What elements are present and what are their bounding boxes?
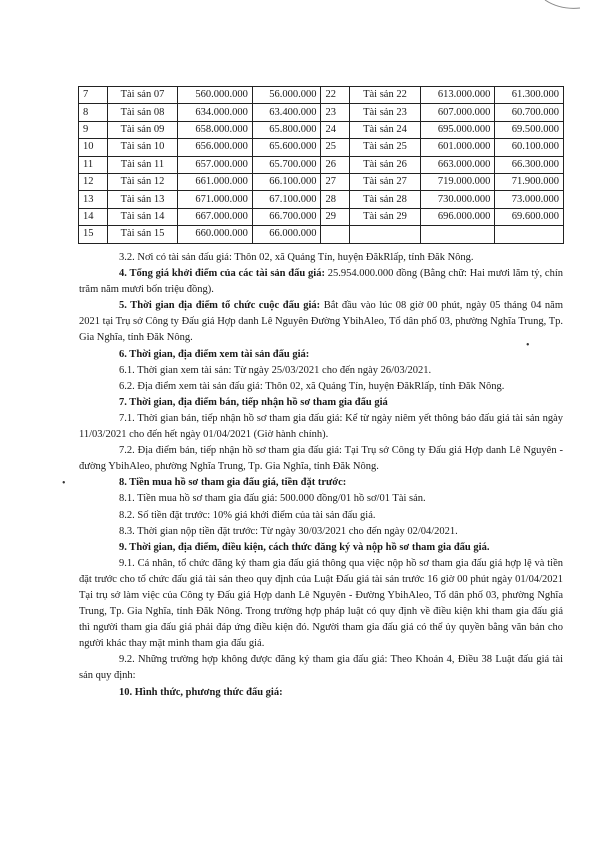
asset-price-table bbox=[78, 86, 564, 244]
paragraph-3-2: 3.2. Nơi có tài sản đấu giá: Thôn 02, xã Quảng Tín, huyện ĐăkRlấp, tỉnh Đăk Nông. bbox=[119, 252, 474, 263]
asset-deposit: 61.300.000 bbox=[495, 87, 564, 104]
asset-no: 7 bbox=[79, 87, 108, 104]
asset-deposit: 60.700.000 bbox=[495, 104, 564, 121]
asset-no: 22 bbox=[321, 87, 350, 104]
section-10-heading: 10. Hình thức, phương thức đấu giá: bbox=[119, 686, 283, 698]
asset-name: Tài sản 27 bbox=[350, 173, 420, 190]
asset-deposit: 66.700.000 bbox=[252, 208, 321, 225]
asset-deposit: 73.000.000 bbox=[495, 191, 564, 208]
asset-deposit: 69.500.000 bbox=[495, 121, 564, 138]
asset-no: 23 bbox=[321, 104, 350, 121]
paragraph-8-3: 8.3. Thời gian nộp tiền đặt trước: Từ ngày 30/03/2021 cho đến ngày 02/04/2021. bbox=[119, 525, 458, 537]
asset-no: 28 bbox=[321, 191, 350, 208]
asset-name: Tài sản 10 bbox=[107, 139, 177, 156]
asset-no: 26 bbox=[321, 156, 350, 173]
table-row bbox=[79, 121, 564, 138]
asset-deposit: 67.100.000 bbox=[252, 191, 321, 208]
asset-no: 12 bbox=[79, 173, 108, 190]
asset-name: Tài sản 25 bbox=[350, 139, 420, 156]
section-4: 4. Tổng giá khởi điểm của các tài sản đấu giá: 25.954.000.000 đồng (Bằng chữ: Hai mươi lăm tỷ, chín trăm năm mươi bốn triệu đồng). bbox=[79, 268, 563, 296]
section-6-heading: 6. Thời gian, địa điểm xem tài sản đấu giá: bbox=[119, 348, 310, 360]
asset-deposit: 66.000.000 bbox=[252, 226, 321, 243]
asset-start-price: 663.000.000 bbox=[420, 156, 495, 173]
asset-start-price: 658.000.000 bbox=[178, 121, 253, 138]
asset-deposit: 56.000.000 bbox=[252, 87, 321, 104]
asset-no: 24 bbox=[321, 121, 350, 138]
asset-start-price: 560.000.000 bbox=[178, 87, 253, 104]
asset-start-price: 613.000.000 bbox=[420, 87, 495, 104]
asset-start-price: 634.000.000 bbox=[178, 104, 253, 121]
paragraph-7-1: 7.1. Thời gian bán, tiếp nhận hồ sơ tham gia đấu giá: Kể từ ngày niêm yết thông báo đấu giá tài sản ngày 11/03/2021 cho đến hết ngày 01/04/2021 (Giờ hành chính). bbox=[79, 412, 563, 441]
asset-deposit: 69.600.000 bbox=[495, 208, 564, 225]
table-row bbox=[79, 104, 564, 121]
asset-start-price: 696.000.000 bbox=[420, 208, 495, 225]
asset-deposit: 65.800.000 bbox=[252, 121, 321, 138]
asset-start-price: 671.000.000 bbox=[178, 191, 253, 208]
asset-deposit: 60.100.000 bbox=[495, 139, 564, 156]
table-row bbox=[79, 139, 564, 156]
asset-deposit: 66.100.000 bbox=[252, 173, 321, 190]
table-row bbox=[79, 226, 564, 243]
asset-start-price: 695.000.000 bbox=[420, 121, 495, 138]
asset-name: Tài sản 07 bbox=[107, 87, 177, 104]
asset-name: Tài sản 23 bbox=[350, 104, 420, 121]
asset-no: 9 bbox=[79, 121, 108, 138]
asset-deposit: 65.700.000 bbox=[252, 156, 321, 173]
paragraph-9-1: 9.1. Cá nhân, tổ chức đăng ký tham gia đấu giá thông qua việc nộp hồ sơ tham gia đấu giá hợp lệ và tiền đặt trước cho tổ chức đấu giá tài sản theo quy định của Luật Đấu giá tài sản trước 16 giờ 00 phút ngày 01/04/2021 Tại trụ sở làm việc của Công ty Đấu giá Hợp danh Lê Nguyên - Đường YbihAleo, Tổ dân phố 03, phường Nghĩa Trung, Tp. Gia Nghĩa, tỉnh Đăk Nông. Trong trường hợp pháp luật có quy định về điều kiện khi tham gia đấu giá thì người tham gia đấu giá phải đáp ứng điều kiện đó. Người tham gia đấu giá có thể ủy quyền bằng văn bản cho người khác thay mặt mình tham gia đấu giá. bbox=[79, 557, 563, 650]
section-9-heading: 9. Thời gian, địa điểm, điều kiện, cách thức đăng ký và nộp hồ sơ tham gia đấu giá. bbox=[119, 541, 490, 553]
asset-no: 15 bbox=[79, 226, 108, 243]
paragraph-8-2: 8.2. Số tiền đặt trước: 10% giá khởi điểm của tài sản đấu giá. bbox=[119, 509, 376, 521]
section-5: 5. Thời gian địa điểm tổ chức cuộc đấu giá: Bắt đầu vào lúc 08 giờ 00 phút, ngày 05 tháng 04 năm 2021 tại Trụ sở Công ty Đấu giá Hợp danh Lê Nguyên Đường YbihAleo, Tổ dân phố 03, phường Nghĩa Trung, Tp. Gia Nghĩa, tỉnh Đăk Nông. bbox=[79, 300, 564, 344]
margin-mark: • bbox=[62, 478, 66, 489]
asset-no: 11 bbox=[79, 156, 108, 173]
asset-start-price: 667.000.000 bbox=[178, 208, 253, 225]
paragraph-7-2: 7.2. Địa điểm bán, tiếp nhận hồ sơ tham gia đấu giá: Tại Trụ sở Công ty Đấu giá Hợp danh Lê Nguyên - đường YbihAleo, phường Nghĩa Trung, Tp. Gia Nghĩa, tỉnh Đăk Nông. bbox=[79, 445, 563, 473]
asset-name: Tài sản 11 bbox=[107, 156, 177, 173]
asset-no: 8 bbox=[79, 104, 108, 121]
table-row bbox=[79, 156, 564, 173]
asset-name: Tài sản 22 bbox=[350, 87, 420, 104]
asset-name: Tài sản 14 bbox=[107, 208, 177, 225]
asset-no: 14 bbox=[79, 208, 108, 225]
asset-no: 13 bbox=[79, 191, 108, 208]
table-row bbox=[79, 87, 564, 104]
asset-start-price: 656.000.000 bbox=[178, 139, 253, 156]
table-row bbox=[79, 191, 564, 208]
asset-no: 25 bbox=[321, 139, 350, 156]
asset-no: 29 bbox=[321, 208, 350, 225]
paragraph-6-2: 6.2. Địa điểm xem tài sản đấu giá: Thôn 02, xã Quảng Tín, huyện ĐăkRlấp, tỉnh Đăk Nông. bbox=[119, 380, 505, 392]
asset-start-price: 661.000.000 bbox=[178, 173, 253, 190]
document-body bbox=[79, 250, 563, 701]
asset-deposit: 63.400.000 bbox=[252, 104, 321, 121]
asset-name: Tài sản 28 bbox=[350, 191, 420, 208]
margin-mark: • bbox=[526, 340, 530, 351]
asset-name: Tài sản 08 bbox=[107, 104, 177, 121]
asset-name: Tài sản 12 bbox=[107, 173, 177, 190]
paragraph-8-1: 8.1. Tiền mua hồ sơ tham gia đấu giá: 500.000 đồng/01 hồ sơ/01 Tài sản. bbox=[119, 493, 426, 505]
paragraph-6-1: 6.1. Thời gian xem tài sản: Từ ngày 25/03/2021 cho đến ngày 26/03/2021. bbox=[119, 364, 432, 376]
asset-name: Tài sản 15 bbox=[107, 226, 177, 243]
asset-deposit: 71.900.000 bbox=[495, 173, 564, 190]
asset-deposit: 65.600.000 bbox=[252, 139, 321, 156]
table-row bbox=[79, 208, 564, 225]
asset-start-price: 607.000.000 bbox=[420, 104, 495, 121]
asset-deposit: 66.300.000 bbox=[495, 156, 564, 173]
paragraph-9-2: 9.2. Những trường hợp không được đăng ký tham gia đấu giá: Theo Khoản 4, Điều 38 Luật đấu giá tài sản quy định: bbox=[79, 654, 563, 682]
asset-start-price: 601.000.000 bbox=[420, 139, 495, 156]
asset-start-price: 657.000.000 bbox=[178, 156, 253, 173]
asset-name: Tài sản 13 bbox=[107, 191, 177, 208]
asset-no: 10 bbox=[79, 139, 108, 156]
asset-start-price: 730.000.000 bbox=[420, 191, 495, 208]
table-row bbox=[79, 173, 564, 190]
section-8-heading: 8. Tiền mua hồ sơ tham gia đấu giá, tiền đặt trước: bbox=[119, 477, 347, 489]
asset-name: Tài sản 29 bbox=[350, 208, 420, 225]
asset-name: Tài sản 26 bbox=[350, 156, 420, 173]
asset-no: 27 bbox=[321, 173, 350, 190]
asset-start-price: 660.000.000 bbox=[178, 226, 253, 243]
asset-name: Tài sản 24 bbox=[350, 121, 420, 138]
asset-name: Tài sản 09 bbox=[107, 121, 177, 138]
section-7-heading: 7. Thời gian, địa điểm bán, tiếp nhận hồ sơ tham gia đấu giá bbox=[119, 396, 388, 408]
asset-start-price: 719.000.000 bbox=[420, 173, 495, 190]
